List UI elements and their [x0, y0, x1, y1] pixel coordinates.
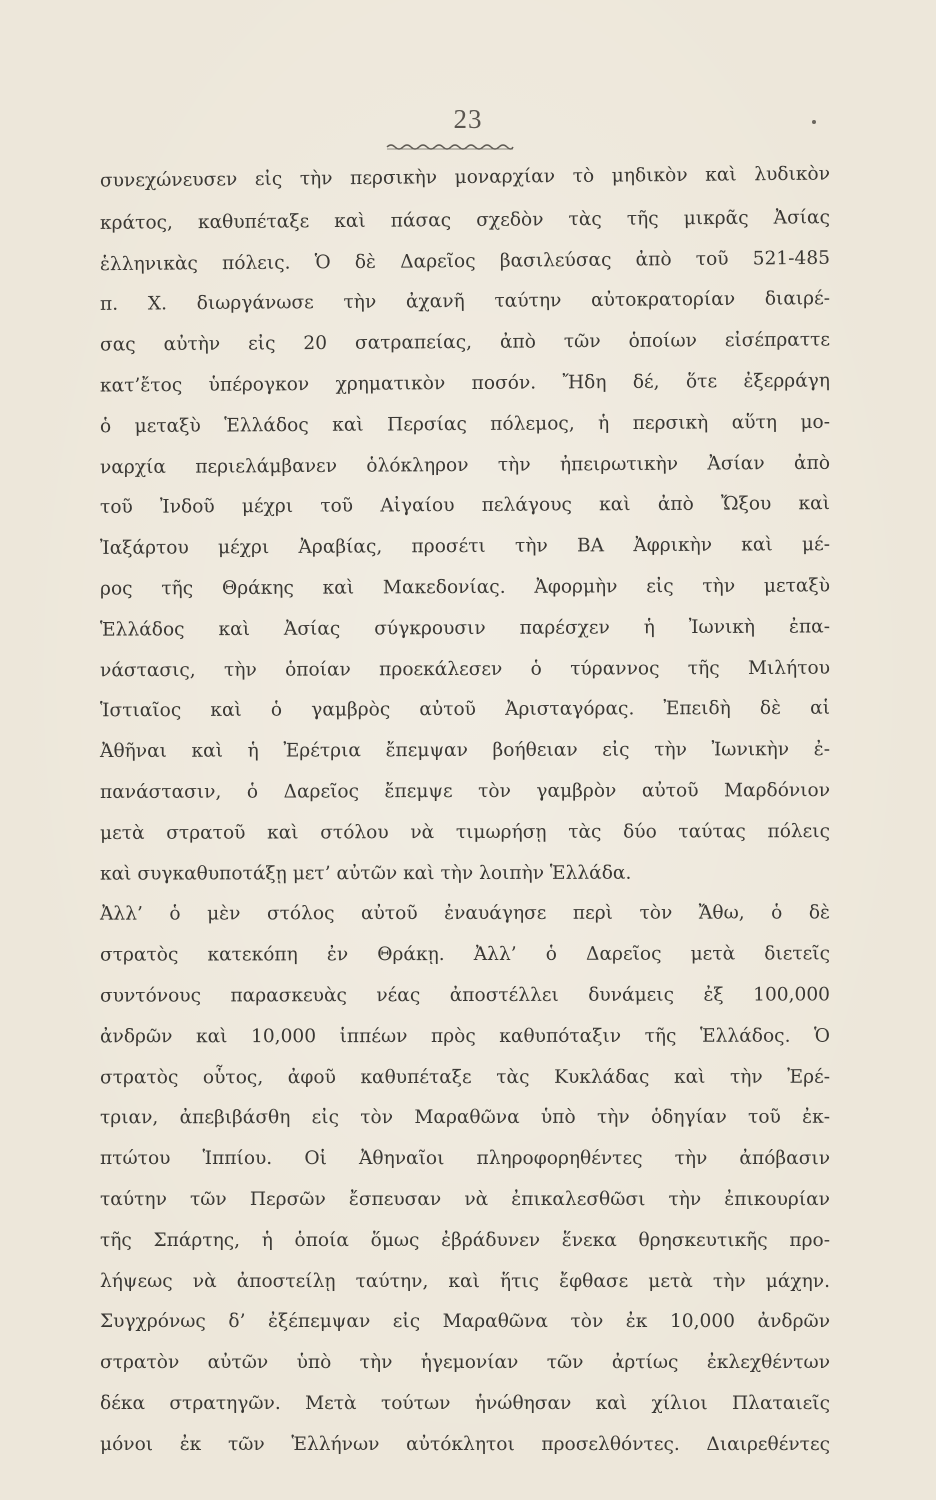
text-line: στρατὸς οὗτος, ἀφοῦ καθυπέταξε τὰς Κυκλάδας καὶ τὴν Ἐρέ-	[99, 1066, 831, 1088]
text-line: π. Χ. διωργάνωσε τὴν ἀχανῆ ταύτην αὐτοκρατορίαν διαιρέ-	[99, 288, 831, 316]
text-line: συντόνους παρασκευὰς νέας ἀποστέλλει δυνάμεις ἐξ 100,000	[99, 984, 831, 1007]
text-line: δέκα στρατηγῶν. Μετὰ τούτων ἡνώθησαν καὶ χίλιοι Πλαταιεῖς	[100, 1392, 830, 1414]
text-line: ἀνδρῶν καὶ 10,000 ἱππέων πρὸς καθυπόταξιν τῆς Ἑλλάδος. Ὁ	[99, 1025, 831, 1048]
text-line: τοῦ Ἰνδοῦ μέχρι τοῦ Αἰγαίου πελάγους καὶ ἀπὸ Ὤξου καὶ	[99, 493, 831, 519]
text-line: ταύτην τῶν Περσῶν ἔσπευσαν νὰ ἐπικαλεσθῶσι τὴν ἐπικουρίαν	[100, 1188, 830, 1210]
text-line: πτώτου Ἱππίου. Οἱ Ἀθηναῖοι πληροφορηθέντες τὴν ἀπόβασιν	[100, 1148, 830, 1170]
text-line: κράτος, καθυπέταξε καὶ πάσας σχεδὸν τὰς τῆς μικρᾶς Ἀσίας	[99, 206, 831, 234]
ink-speck	[812, 120, 816, 124]
text-line: Ἀθῆναι καὶ ἡ Ἐρέτρια ἔπεμψαν βοήθειαν εἰς τὴν Ἰωνικὴν ἐ-	[99, 739, 831, 763]
text-line: ναρχία περιελάμβανεν ὁλόκληρον τὴν ἠπειρωτικὴν Ἀσίαν ἀπὸ	[99, 452, 831, 478]
text-line: τῆς Σπάρτης, ἡ ὁποία ὅμως ἐβράδυνεν ἕνεκα θρησκευτικῆς προ-	[100, 1229, 830, 1251]
text-line: συνεχώνευσεν εἰς τὴν περσικὴν μοναρχίαν τὸ μηδικὸν καὶ λυδικὸν	[99, 163, 831, 192]
text-line: σας αὐτὴν εἰς 20 σατραπείας, ἀπὸ τῶν ὁποίων εἰσέπραττε	[99, 329, 831, 356]
text-line: Ἀλλ’ ὁ μὲν στόλος αὐτοῦ ἐναυάγησε περὶ τὸν Ἄθω, ὁ δὲ	[99, 902, 831, 925]
text-line: ἑλληνικὰς πόλεις. Ὁ δὲ Δαρεῖος βασιλεύσας ἀπὸ τοῦ 521-485	[99, 247, 831, 275]
text-line: Ἰαξάρτου μέχρι Ἀραβίας, προσέτι τὴν ΒΑ Ἀφρικὴν καὶ μέ-	[99, 534, 831, 560]
text-line: ρος τῆς Θράκης καὶ Μακεδονίας. Ἀφορμὴν εἰς τὴν μεταξὺ	[99, 575, 831, 600]
text-line: Ἑλλάδος καὶ Ἀσίας σύγκρουσιν παρέσχεν ἡ Ἰωνικὴ ἐπα-	[99, 616, 831, 641]
text-line: κατ’ἔτος ὑπέρογκον χρηματικὸν ποσόν. Ἤδη δέ, ὅτε ἐξερράγη	[99, 370, 831, 397]
text-line: στρατὸς κατεκόπη ἐν Θράκῃ. Ἀλλ’ ὁ Δαρεῖος μετὰ διετεῖς	[99, 943, 831, 966]
text-line: λήψεως νὰ ἀποστείλῃ ταύτην, καὶ ἥτις ἔφθασε μετὰ τὴν μάχην.	[100, 1270, 830, 1292]
text-line: μόνοι ἐκ τῶν Ἑλλήνων αὐτόκλητοι προσελθόντες. Διαιρεθέντες	[100, 1433, 830, 1455]
text-line: νάστασις, τὴν ὁποίαν προεκάλεσεν ὁ τύραννος τῆς Μιλήτου	[99, 657, 831, 681]
text-line: Ἱστιαῖος καὶ ὁ γαμβρὸς αὐτοῦ Ἀρισταγόρας. Ἐπειδὴ δὲ αἱ	[99, 698, 831, 722]
text-line: ὁ μεταξὺ Ἑλλάδος καὶ Περσίας πόλεμος, ἡ περσικὴ αὕτη μο-	[99, 411, 831, 438]
body-text	[100, 160, 830, 1466]
text-line: στρατὸν αὐτῶν ὑπὸ τὴν ἡγεμονίαν τῶν ἀρτίως ἐκλεχθέντων	[100, 1352, 830, 1374]
page-number: 23	[453, 104, 483, 134]
text-line: μετὰ στρατοῦ καὶ στόλου νὰ τιμωρήσῃ τὰς δύο ταύτας πόλεις	[99, 820, 831, 844]
text-line: πανάστασιν, ὁ Δαρεῖος ἔπεμψε τὸν γαμβρὸν αὐτοῦ Μαρδόνιον	[99, 779, 831, 803]
text-line: καὶ συγκαθυποτάξῃ μετ’ αὐτῶν καὶ τὴν λοιπὴν Ἑλλάδα.	[99, 862, 632, 885]
text-line: Συγχρόνως δ’ ἐξέπεμψαν εἰς Μαραθῶνα τὸν ἐκ 10,000 ἀνδρῶν	[100, 1311, 830, 1333]
text-line: τριαν, ἀπεβιβάσθη εἰς τὸν Μαραθῶνα ὑπὸ τὴν ὁδηγίαν τοῦ ἐκ-	[99, 1107, 831, 1129]
ornament-rule	[385, 143, 515, 151]
